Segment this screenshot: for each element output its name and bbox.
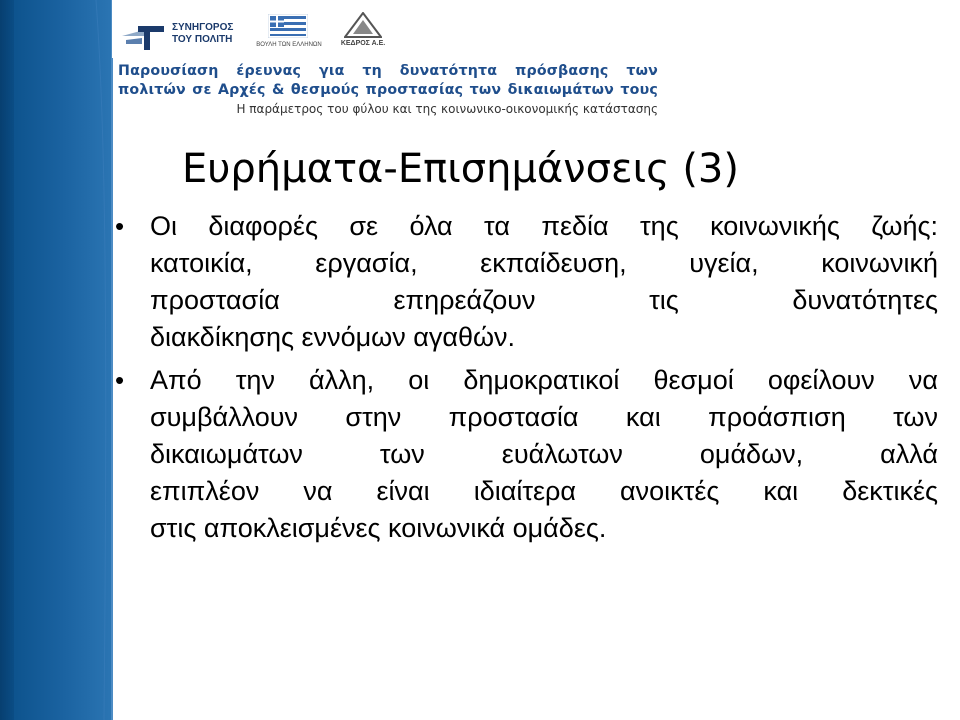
bullet-1-line-2: κατοικία, εργασία, εκπαίδευση, υγεία, κοινωνική bbox=[150, 248, 938, 278]
header-line-2: πολιτών σε Αρχές & θεσμούς προστασίας των δικαιωμάτων τους bbox=[118, 82, 658, 98]
presentation-header bbox=[118, 62, 658, 118]
bullet-2-line-5: στις αποκλεισμένες κοινωνικά ομάδες. bbox=[150, 513, 607, 543]
bullet-symbol: • bbox=[115, 211, 125, 241]
bullet-item-2 bbox=[112, 362, 938, 547]
bullet-2-line-4: επιπλέον να είναι ιδιαίτερα ανοικτές και δεκτικές bbox=[150, 476, 938, 506]
bullet-2-line-1: Από την άλλη, οι δημοκρατικοί θεσμοί οφείλουν να bbox=[150, 365, 938, 395]
parliament-logo-caption: ΒΟΥΛΗ ΤΩΝ ΕΛΛΗΝΩΝ bbox=[256, 42, 322, 48]
ombudsman-logo bbox=[120, 16, 240, 56]
triangle-logo-icon bbox=[344, 12, 382, 38]
bullet-2-line-3: δικαιωμάτων των ευάλωτων ομάδων, αλλά bbox=[150, 439, 938, 469]
ombudsman-logo-text bbox=[172, 22, 233, 46]
sidebar-curve-decoration bbox=[0, 0, 130, 720]
ombudsman-logo-icon bbox=[120, 22, 166, 52]
kedros-logo-caption: ΚΕΔΡΟΣ Α.Ε. bbox=[340, 40, 386, 47]
slide-title: Ευρήματα-Επισημάνσεις (3) bbox=[182, 146, 739, 192]
bullet-symbol: • bbox=[115, 365, 125, 395]
bullet-1-line-3: προστασία επηρεάζουν τις δυνατότητες bbox=[150, 285, 938, 315]
header-line-1: Παρουσίαση έρευνας για τη δυνατότητα πρόσβασης των bbox=[118, 63, 658, 79]
ombudsman-logo-line1: ΣΥΝΗΓΟΡΟΣ bbox=[172, 22, 234, 33]
bullet-2-line-2: συμβάλλουν στην προστασία και προάσπιση των bbox=[150, 402, 938, 432]
ombudsman-logo-line2: ΤΟΥ ΠΟΛΙΤΗ bbox=[172, 34, 233, 45]
bullet-list bbox=[112, 208, 938, 553]
parliament-logo bbox=[254, 14, 324, 54]
bullet-1-line-1: Οι διαφορές σε όλα τα πεδία της κοινωνικής ζωής: bbox=[150, 211, 938, 241]
kedros-logo bbox=[338, 12, 388, 52]
header-subtitle: Η παράμετρος του φύλου και της κοινωνικο-οικονομικής κατάστασης bbox=[236, 102, 658, 116]
bullet-1-line-4: διακδίκησης εννόμων αγαθών. bbox=[150, 322, 516, 352]
greek-flag-icon bbox=[268, 14, 308, 38]
bullet-item-1 bbox=[112, 208, 938, 356]
